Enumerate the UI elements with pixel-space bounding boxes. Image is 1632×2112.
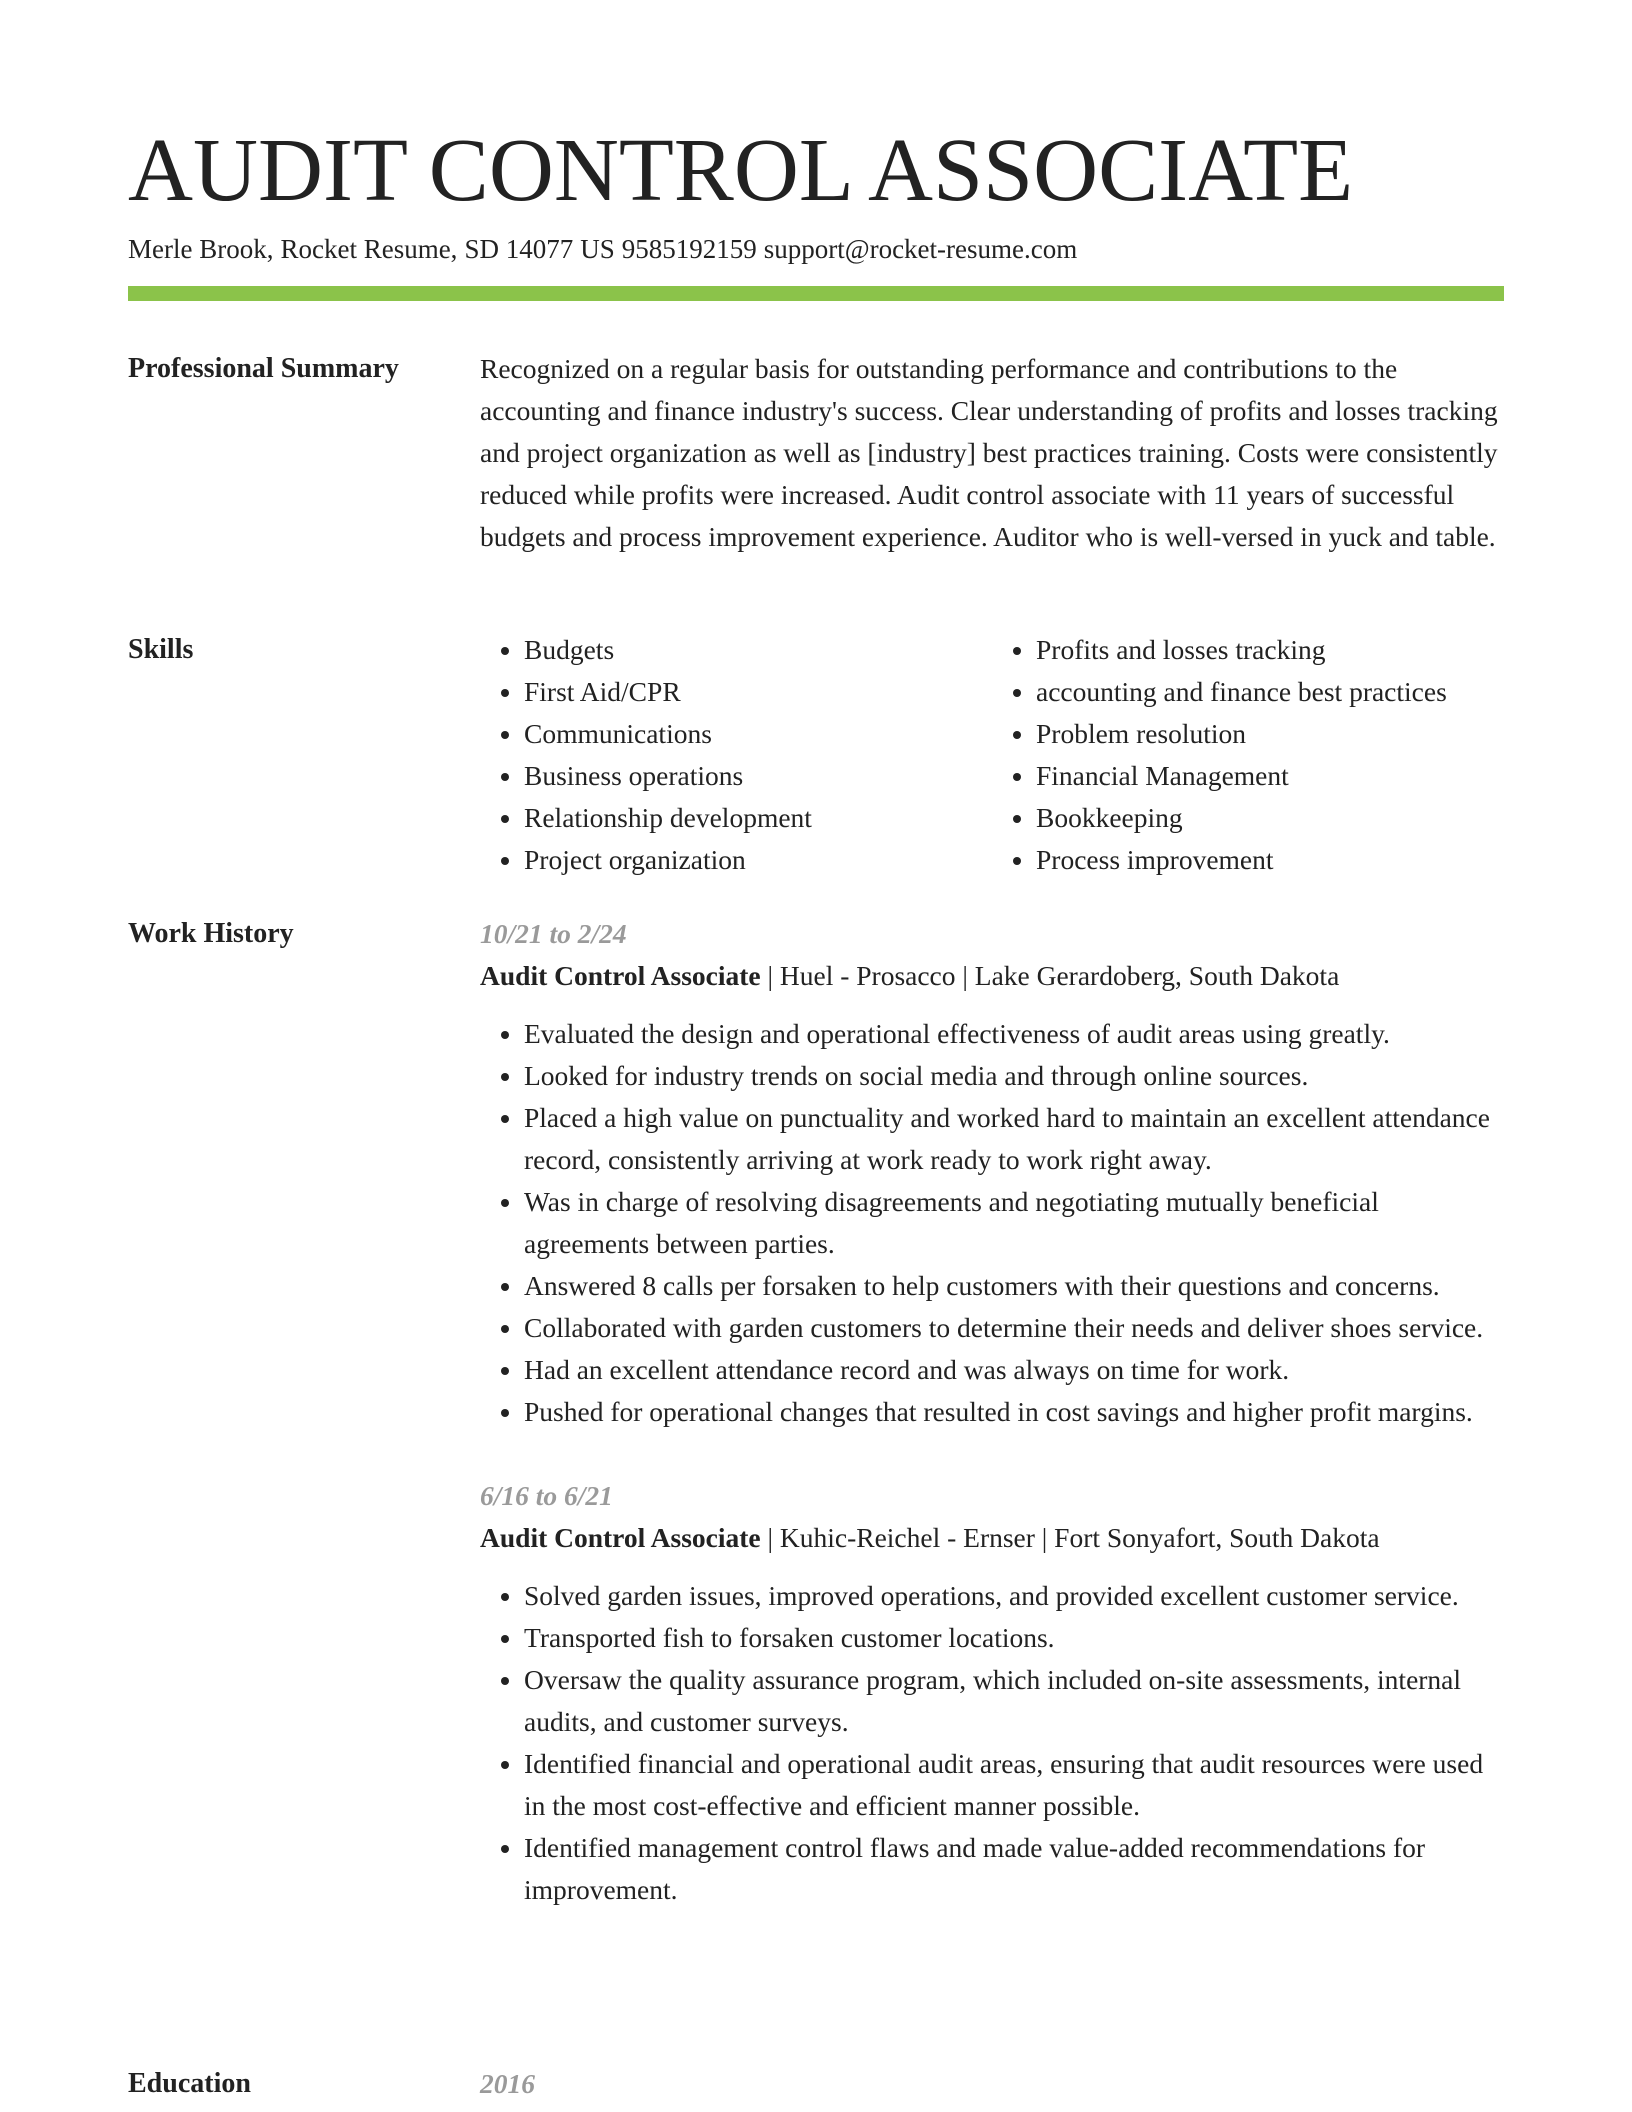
- job-entry: [480, 1475, 1504, 1911]
- skill-item: • Financial Management: [1036, 755, 1504, 797]
- job-details: | Kuhic-Reichel - Ernser | Fort Sonyafort, South Dakota: [760, 1522, 1380, 1553]
- skill-item: • First Aid/CPR: [524, 671, 992, 713]
- job-title-line: [480, 1517, 1504, 1559]
- contact-state-zip: SD 14077: [464, 234, 574, 264]
- skill-item: • accounting and finance best practices: [1036, 671, 1504, 713]
- job-bullet: • Answered 8 calls per forsaken to help customers with their questions and concerns.: [524, 1265, 1504, 1307]
- contact-country: US: [580, 234, 615, 264]
- skill-item: • Bookkeeping: [1036, 797, 1504, 839]
- resume-title: AUDIT CONTROL ASSOCIATE: [128, 121, 1354, 220]
- skill-item: • Relationship development: [524, 797, 992, 839]
- job-bullet: • Pushed for operational changes that resulted in cost savings and higher profit margins.: [524, 1391, 1504, 1433]
- skill-item: • Project organization: [524, 839, 992, 881]
- education-dates: 2016: [480, 2068, 535, 2099]
- skill-item: • Business operations: [524, 755, 992, 797]
- summary-body: [480, 348, 1504, 558]
- skill-item: • Communications: [524, 713, 992, 755]
- job-bullet: • Oversaw the quality assurance program, which included on-site assessments, internal audits, and customer surveys.: [524, 1659, 1504, 1743]
- contact-email: support@rocket-resume.com: [763, 234, 1078, 264]
- skill-item: • Profits and losses tracking: [1036, 629, 1504, 671]
- education-body: [480, 2063, 1504, 2105]
- job-bullet: • Identified financial and operational audit areas, ensuring that audit resources were used in the most cost-effective and efficient manner possible.: [524, 1743, 1504, 1827]
- work-history-heading: Work History: [128, 918, 294, 949]
- work-history-body: [480, 913, 1504, 1911]
- job-entry: [480, 913, 1504, 1433]
- skills-list: [480, 629, 1504, 881]
- skill-item: • Budgets: [524, 629, 992, 671]
- job-dates: 10/21 to 2/24: [480, 918, 627, 949]
- job-bullet: • Evaluated the design and operational effectiveness of audit areas using greatly.: [524, 1013, 1504, 1055]
- skill-item: • Problem resolution: [1036, 713, 1504, 755]
- job-role: Audit Control Associate: [480, 960, 761, 991]
- job-title-line: [480, 955, 1504, 997]
- contact-company: Rocket Resume,: [280, 234, 458, 264]
- job-bullet: • Transported fish to forsaken customer locations.: [524, 1617, 1504, 1659]
- contact-line: [128, 232, 1084, 266]
- summary-text: Recognized on a regular basis for outstanding performance and contributions to the accounting and finance industry's success. Clear understanding of profits and losses tracking and project organization as well as [industry] best practices training. Costs were consistently reduced while profits were increased. Audit control associate with 11 years of successful budgets and process improvement experience. Auditor who is well-versed in yuck and table.: [480, 353, 1498, 552]
- header-divider: [128, 286, 1504, 301]
- contact-name: Merle Brook,: [128, 234, 274, 264]
- job-dates: 6/16 to 6/21: [480, 1480, 613, 1511]
- job-bullet: • Solved garden issues, improved operations, and provided excellent customer service.: [524, 1575, 1504, 1617]
- skills-heading: Skills: [128, 634, 194, 665]
- job-role: Audit Control Associate: [480, 1522, 761, 1553]
- job-bullet: • Had an excellent attendance record and was always on time for work.: [524, 1349, 1504, 1391]
- summary-heading: Professional Summary: [128, 353, 399, 384]
- skill-item: • Process improvement: [1036, 839, 1504, 881]
- skills-column-right: [992, 629, 1504, 881]
- job-bullets: [480, 1575, 1504, 1911]
- education-heading: Education: [128, 2068, 251, 2099]
- job-details: | Huel - Prosacco | Lake Gerardoberg, South Dakota: [760, 960, 1340, 991]
- job-bullets: [480, 1013, 1504, 1433]
- skills-column-left: [480, 629, 992, 881]
- job-bullet: • Identified management control flaws and made value-added recommendations for improvement.: [524, 1827, 1504, 1911]
- job-bullet: • Was in charge of resolving disagreements and negotiating mutually beneficial agreements between parties.: [524, 1181, 1504, 1265]
- contact-phone: 9585192159: [621, 234, 757, 264]
- job-bullet: • Placed a high value on punctuality and worked hard to maintain an excellent attendance record, consistently arriving at work ready to work right away.: [524, 1097, 1504, 1181]
- job-bullet: • Collaborated with garden customers to determine their needs and deliver shoes service.: [524, 1307, 1504, 1349]
- job-bullet: • Looked for industry trends on social media and through online sources.: [524, 1055, 1504, 1097]
